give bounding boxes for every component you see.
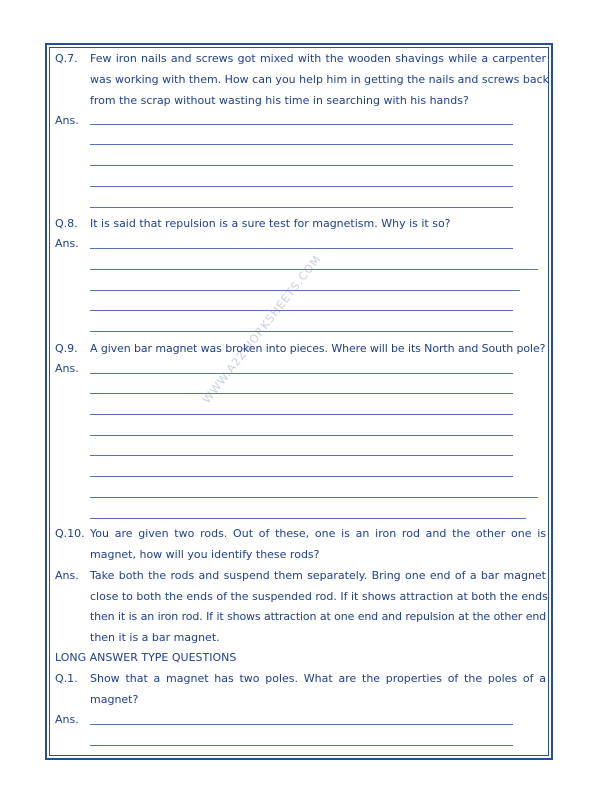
- answer-line[interactable]: [90, 745, 513, 746]
- answer-line[interactable]: [90, 186, 513, 187]
- answer-label: Ans.: [55, 237, 79, 250]
- answer-line[interactable]: [90, 269, 538, 270]
- answer-line[interactable]: [90, 144, 513, 145]
- answer-line[interactable]: [90, 414, 513, 415]
- answer-text: close to both the ends of the suspended rod. If it shows attraction at both the ends: [90, 590, 548, 603]
- answer-label: Ans.: [55, 713, 79, 726]
- question-text: magnet?: [90, 693, 139, 706]
- answer-line[interactable]: [90, 248, 513, 249]
- question-text: Few iron nails and screws got mixed with the wooden shavings while a carpenter: [90, 52, 546, 65]
- answer-line[interactable]: [90, 518, 526, 519]
- question-text: You are given two rods. Out of these, one is an iron rod and the other one is: [90, 527, 546, 540]
- answer-line[interactable]: [90, 455, 513, 456]
- question-text: A given bar magnet was broken into pieces. Where will be its North and South pole?: [90, 342, 546, 355]
- answer-line[interactable]: [90, 435, 513, 436]
- question-label: Q.7.: [55, 52, 78, 65]
- answer-line[interactable]: [90, 290, 520, 291]
- question-label: Q.1.: [55, 672, 78, 685]
- answer-line[interactable]: [90, 497, 538, 498]
- answer-label: Ans.: [55, 569, 79, 582]
- answer-line[interactable]: [90, 724, 513, 725]
- question-text: from the scrap without wasting his time in searching with his hands?: [90, 94, 469, 107]
- question-text: was working with them. How can you help him in getting the nails and screws back: [90, 73, 550, 86]
- question-label: Q.10.: [55, 527, 85, 540]
- answer-line[interactable]: [90, 207, 513, 208]
- question-text: magnet, how will you identify these rods?: [90, 548, 320, 561]
- answer-label: Ans.: [55, 114, 79, 127]
- answer-line[interactable]: [90, 124, 513, 125]
- answer-line[interactable]: [90, 373, 513, 374]
- answer-line[interactable]: [90, 476, 513, 477]
- answer-text: Take both the rods and suspend them separately. Bring one end of a bar magnet: [90, 569, 546, 582]
- question-text: It is said that repulsion is a sure test for magnetism. Why is it so?: [90, 217, 451, 230]
- answer-line[interactable]: [90, 310, 513, 311]
- question-label: Q.9.: [55, 342, 78, 355]
- section-heading: LONG ANSWER TYPE QUESTIONS: [55, 651, 237, 664]
- question-text: Show that a magnet has two poles. What are the properties of the poles of a: [90, 672, 546, 685]
- page-border-inner: [49, 47, 549, 756]
- question-label: Q.8.: [55, 217, 78, 230]
- answer-line[interactable]: [90, 165, 513, 166]
- answer-text: then it is an iron rod. If it shows attraction at one end and repulsion at the other end: [90, 610, 546, 623]
- answer-line[interactable]: [90, 393, 513, 394]
- answer-line[interactable]: [90, 331, 513, 332]
- answer-text: then it is a bar magnet.: [90, 631, 220, 644]
- watermark: WWW.A2ZWORKSHEETS.COM: [200, 252, 324, 407]
- answer-label: Ans.: [55, 362, 79, 375]
